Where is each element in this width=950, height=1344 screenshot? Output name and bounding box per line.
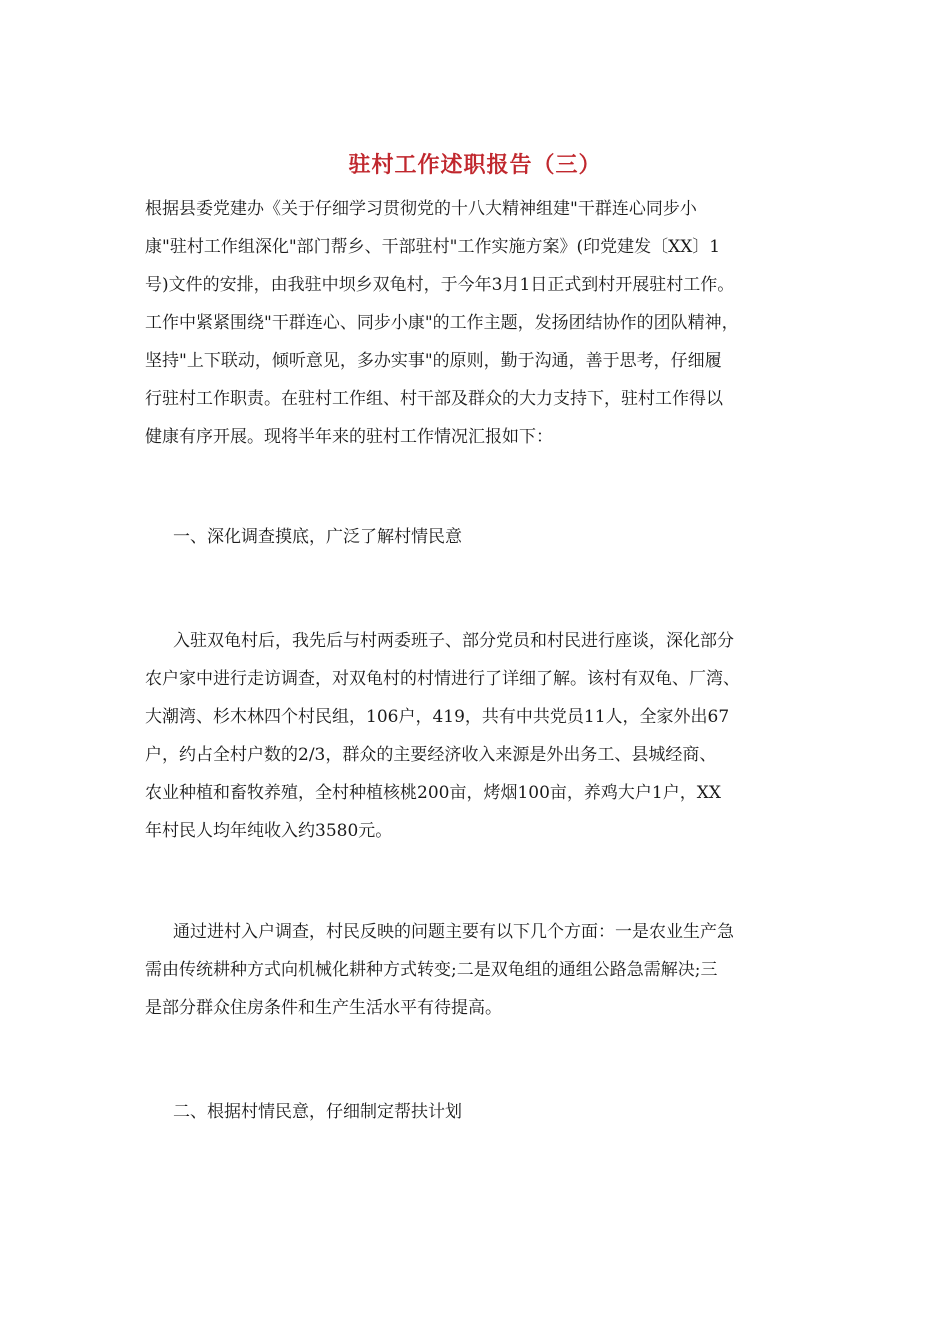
text-line: 行驻村工作职责。在驻村工作组、村干部及群众的大力支持下，驻村工作得以: [145, 389, 723, 409]
text-line: 是部分群众住房条件和生产生活水平有待提高。: [145, 998, 502, 1018]
section-heading-1: 一、深化调查摸底，广泛了解村情民意: [173, 527, 462, 547]
text-line: 健康有序开展。现将半年来的驻村工作情况汇报如下：: [145, 427, 553, 447]
text-line: 大潮湾、杉木林四个村民组，106户，419，共有中共党员11人，全家外出67: [145, 707, 730, 727]
text-line: 坚持"上下联动，倾听意见，多办实事"的原则，勤于沟通，善于思考，仔细履: [145, 351, 722, 371]
text-line: 通过进村入户调查，村民反映的问题主要有以下几个方面：一是农业生产急: [173, 922, 734, 942]
text-line: 康"驻村工作组深化"部门帮乡、干部驻村"工作实施方案》(印党建发〔XX〕1: [145, 237, 721, 257]
text-line: 入驻双龟村后，我先后与村两委班子、部分党员和村民进行座谈，深化部分: [173, 631, 734, 651]
text-line: 根据县委党建办《关于仔细学习贯彻党的十八大精神组建"干群连心同步小: [145, 199, 697, 219]
text-line: 年村民人均年纯收入约3580元。: [145, 821, 393, 841]
text-line: 户，约占全村户数的2/3，群众的主要经济收入来源是外出务工、县城经商、: [145, 745, 717, 765]
text-line: 号)文件的安排，由我驻中坝乡双龟村，于今年3月1日正式到村开展驻村工作。: [145, 275, 735, 295]
text-line: 农户家中进行走访调查，对双龟村的村情进行了详细了解。该村有双龟、厂湾、: [145, 669, 740, 689]
text-line: 工作中紧紧围绕"干群连心、同步小康"的工作主题，发扬团结协作的团队精神，: [145, 313, 739, 333]
text-line: 需由传统耕种方式向机械化耕种方式转变;二是双龟组的通组公路急需解决;三: [145, 960, 718, 980]
text-line: 农业种植和畜牧养殖，全村种植核桃200亩，烤烟100亩，养鸡大户1户，XX: [145, 783, 721, 803]
section-heading-2: 二、根据村情民意，仔细制定帮扶计划: [173, 1102, 462, 1122]
document-title: 驻村工作述职报告（三）: [348, 152, 602, 178]
